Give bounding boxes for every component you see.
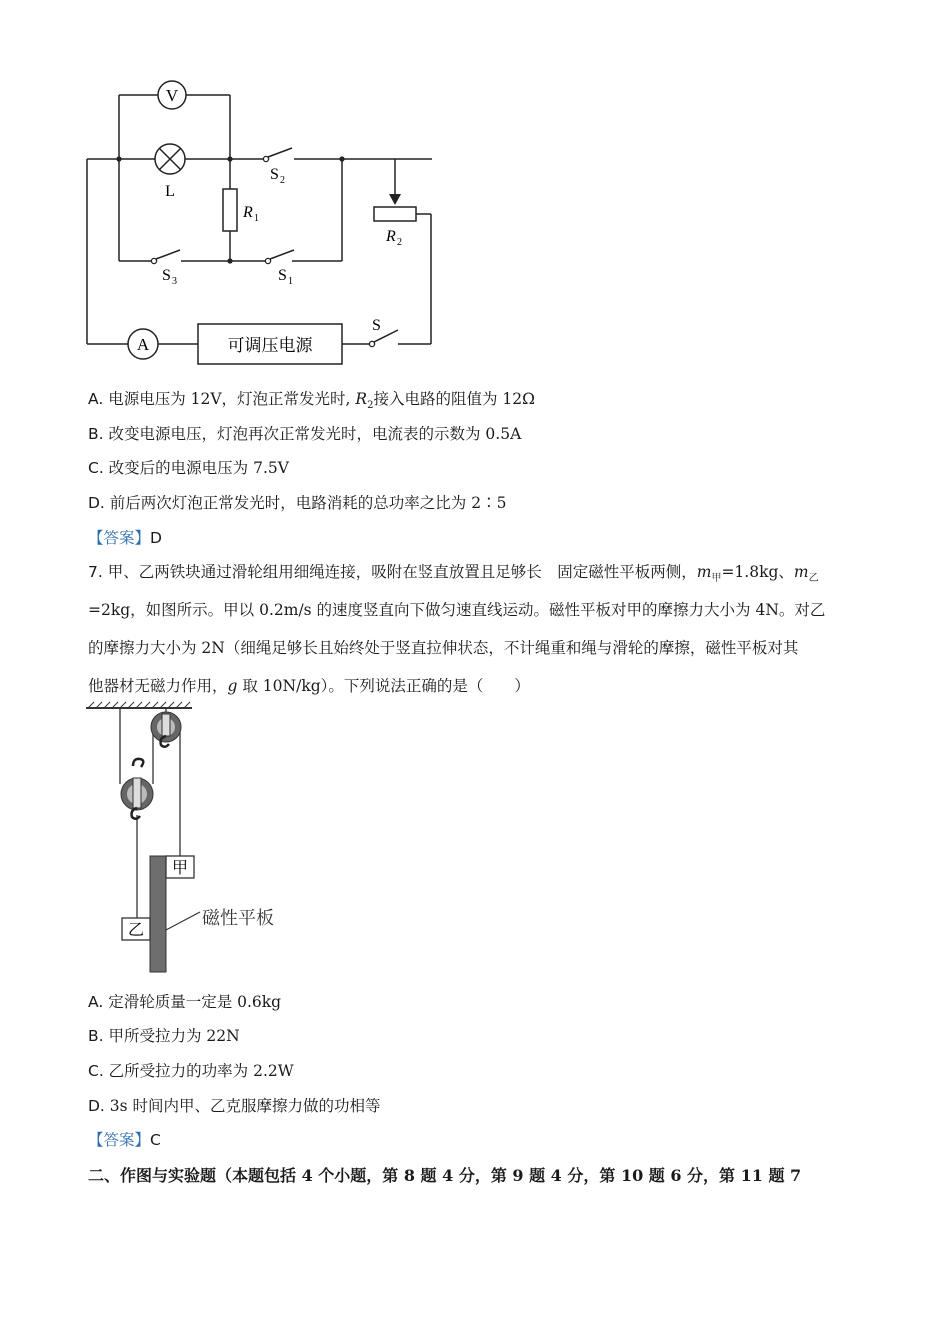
ammeter-symbol <box>128 329 158 359</box>
q7-stem-line4: 他器材无磁力作用，g 取 10N/kg）。下列说法正确的是（ ） <box>88 677 530 695</box>
svg-text:V: V <box>165 86 179 105</box>
section-2-heading: 二、作图与实验题（本题包括 4 个小题，第 8 题 4 分，第 9 题 4 分，第 10 题 6 分，第 11 题 7 <box>88 1166 802 1185</box>
circuit-diagram <box>80 78 450 378</box>
q7-option-a: A. 定滑轮质量一定是 0.6kg <box>88 993 282 1011</box>
q6-option-a: A. 电源电压为 12V，灯泡正常发光时, $R_2$接入电路的阻值为 12Ω <box>88 390 535 412</box>
pulley-diagram <box>84 700 324 980</box>
movable-pulley <box>121 759 153 819</box>
resistor-r1 <box>223 189 259 231</box>
svg-text:S: S <box>278 267 287 284</box>
q6-option-c: C. 改变后的电源电压为 7.5V <box>88 459 289 477</box>
svg-text:L: L <box>165 183 175 200</box>
switch-s3 <box>151 250 180 287</box>
svg-text:2: 2 <box>397 237 402 248</box>
q7-stem-line1: 7. 甲、乙两铁块通过滑轮组用细绳连接，吸附在竖直放置且足够长 固定磁性平板两侧，$m_甲=1.8kg$、$m_乙$ <box>88 563 819 585</box>
svg-text:S: S <box>162 267 171 284</box>
svg-text:S: S <box>372 317 381 334</box>
svg-text:乙: 乙 <box>127 922 145 939</box>
q7-option-b: B. 甲所受拉力为 22N <box>88 1027 240 1045</box>
board-label: 磁性平板 <box>202 908 274 928</box>
voltmeter-symbol <box>158 81 186 109</box>
rheostat-r2 <box>374 207 416 248</box>
svg-text:1: 1 <box>288 276 293 287</box>
svg-text:可调压电源: 可调压电源 <box>227 336 313 356</box>
switch-s2 <box>263 148 292 186</box>
svg-text:甲: 甲 <box>171 860 189 877</box>
svg-text:R: R <box>243 204 253 221</box>
svg-text:A: A <box>136 335 150 354</box>
svg-text:R: R <box>386 228 396 245</box>
q7-stem-line3: 的摩擦力大小为 2N（细绳足够长且始终处于竖直拉伸状态，不计绳重和绳与滑轮的摩擦，磁性平板对其 <box>88 639 799 657</box>
q6-option-b: B. 改变电源电压，灯泡再次正常发光时，电流表的示数为 0.5A <box>88 425 522 443</box>
magnetic-board <box>150 856 166 972</box>
adjustable-power-source <box>198 324 342 364</box>
lamp-symbol <box>155 144 185 200</box>
svg-text:S: S <box>270 166 279 183</box>
q7-stem-line2: =2kg，如图所示。甲以 0.2m/s 的速度竖直向下做匀速直线运动。磁性平板对甲的摩擦力大小为 4N。对乙 <box>88 601 826 619</box>
svg-text:1: 1 <box>254 213 259 224</box>
fixed-pulley <box>151 712 181 747</box>
switch-s <box>369 317 398 347</box>
q7-option-d: D. 3s 时间内甲、乙克服摩擦力做的功相等 <box>88 1097 381 1115</box>
q6-answer: 【答案】D <box>88 529 162 547</box>
switch-s1 <box>265 250 294 287</box>
block-jia <box>166 856 194 878</box>
q6-option-d: D. 前后两次灯泡正常发光时，电路消耗的总功率之比为 2∶5 <box>88 494 507 512</box>
block-yi <box>122 918 150 940</box>
q7-option-c: C. 乙所受拉力的功率为 2.2W <box>88 1062 294 1080</box>
svg-text:3: 3 <box>172 276 177 287</box>
svg-text:2: 2 <box>280 175 285 186</box>
q7-answer: 【答案】C <box>88 1131 161 1149</box>
